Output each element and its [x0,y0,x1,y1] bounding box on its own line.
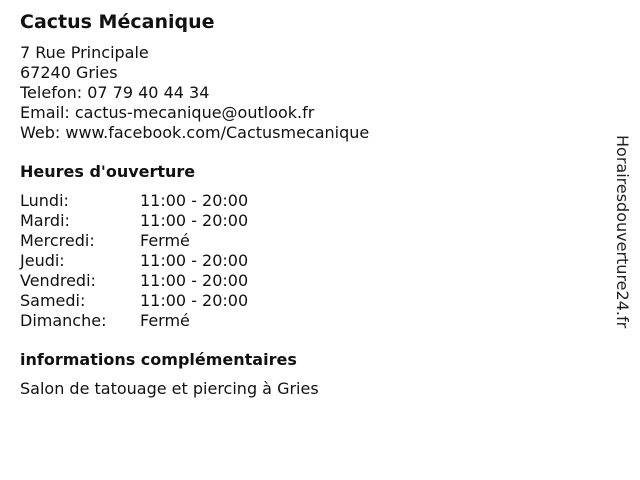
business-name: Cactus Mécanique [20,11,215,33]
day-hours: 11:00 - 20:00 [140,251,249,270]
website-address: Web: www.facebook.com/Cactusmecanique [20,123,370,142]
day-hours: 11:00 - 20:00 [140,291,249,310]
hours-row-monday [20,191,600,211]
day-label: Vendredi: [20,271,96,290]
day-label: Samedi: [20,291,86,310]
hours-row-tuesday [20,211,600,231]
phone-number: Telefon: 07 79 40 44 34 [20,83,210,102]
day-hours: 11:00 - 20:00 [140,271,249,290]
opening-hours-table [20,191,600,331]
day-hours: 11:00 - 20:00 [140,211,249,230]
business-card [20,9,600,399]
additional-info-heading: informations complémentaires [20,350,297,369]
email-address: Email: cactus-mecanique@outlook.fr [20,103,315,122]
address-block [20,43,600,143]
additional-info-text: Salon de tatouage et piercing à Gries [20,379,319,398]
day-label: Mercredi: [20,231,95,250]
day-hours: Fermé [140,311,190,330]
site-watermark: Horairesdouverture24.fr [613,135,632,329]
day-hours: 11:00 - 20:00 [140,191,249,210]
opening-hours-heading: Heures d'ouverture [20,162,196,181]
hours-row-sunday [20,311,600,331]
address-city: 67240 Gries [20,63,118,82]
day-label: Dimanche: [20,311,107,330]
hours-row-thursday [20,251,600,271]
day-label: Lundi: [20,191,69,210]
day-label: Jeudi: [20,251,65,270]
day-hours: Fermé [140,231,190,250]
address-street: 7 Rue Principale [20,43,149,62]
day-label: Mardi: [20,211,70,230]
hours-row-friday [20,271,600,291]
hours-row-wednesday [20,231,600,251]
hours-row-saturday [20,291,600,311]
